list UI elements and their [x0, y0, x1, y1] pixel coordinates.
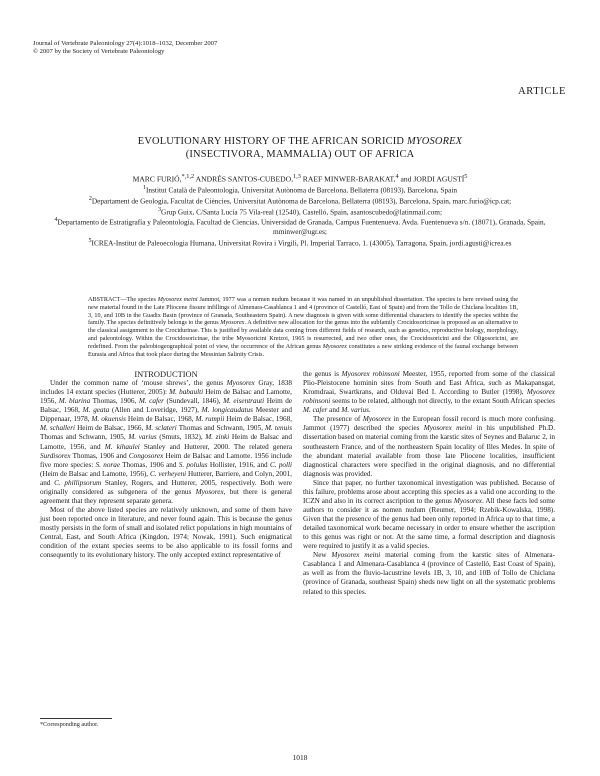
affiliation: $^2$Departament de Geologia, Facultat de Ciències, Universitat Autònoma de Barcelona, Bellaterra (08193), Barcelona, Spain, marc.furio@icp.cat;: [88, 195, 512, 206]
taxon-name: M. longicaudatus: [201, 406, 253, 415]
text-run: New: [313, 551, 332, 560]
paragraph: [40, 506, 292, 560]
text-run: (Heim de Balsac and Lamotte, 1956),: [40, 469, 150, 478]
taxon-name: S. polulus: [178, 460, 208, 469]
taxon-name: Congosorex: [128, 451, 164, 460]
authors-and-affiliations: [40, 172, 560, 247]
section-heading-introduction: INTRODUCTION: [134, 370, 198, 379]
text-run: material coming from the karstic sites of Almenara-Casablanca 1 and Almenara-Casablanca 4 (province of Castelló, East Coast of Spain), as well as from the fluvio-lacustrine levels 1B, 3, 10, and 10B of Tollo de Chiclana (province of Granada, southeast Spain) sheds new light on all the systematic problems related to this species.: [303, 551, 555, 596]
text-run: Gray, 1838 includes 14 extant species (Hutterer, 2005):: [40, 379, 292, 397]
taxon-name: C. verheyeni: [149, 469, 187, 478]
taxon-name: Myosorex meini: [423, 424, 473, 433]
title-genus: MYOSOREX: [406, 136, 463, 147]
taxon-name: M. cafer: [303, 406, 328, 415]
body-column-left: [40, 370, 292, 560]
text-run: Thomas, 1906 and: [120, 460, 179, 469]
copyright-line: © 2007 by the Society of Vertebrate Paleontology: [33, 48, 165, 55]
taxon-name: Myosorex: [453, 496, 482, 505]
text-run: Heim de Balsac, 1968,: [125, 415, 196, 424]
text-run: . All these facts led some authors to consider it as nomen nudum (Reumer, 1994; Rzebik-Kowalska, 1998). Given that the presence of the genus had been only reported in Africa up to that time, a detailed taxonomical work became necessary in order to ensure whether the ascription to this genus was right or not. At the same time, a formal description and diagnosis were required to justify it as a valid species.: [303, 496, 555, 551]
text-run: Heim de Balsac and Lamotte, 1956, and: [40, 433, 292, 451]
text-run: Heim de Balsac, 1966,: [75, 424, 146, 433]
text-run: Thomas and Schwann, 1905,: [176, 424, 265, 433]
affiliation: $^4$Departamento de Estratigrafía y Paleontología, Facultad de Ciencias, Universidad de Granada, Campus Fuentenueva. Avda. Fuentenueva s/n. (18071), Granada, Spain, mminwer@ugr.es;: [54, 217, 546, 237]
footnote: *Corresponding author.: [40, 721, 99, 728]
taxon-name: C. phillipsorum: [54, 478, 102, 487]
text-run: the genus is: [303, 370, 342, 378]
text-run: Hutterer, Barriere, and Colyn, 2001, and: [40, 469, 292, 487]
title-line-2: (INSECTIVORA, MAMMALIA) OUT OF AFRICA: [185, 149, 415, 160]
taxon-name: M. kihaulei: [104, 442, 140, 451]
taxon-name: M. babaulti: [169, 388, 204, 397]
text-run: Heim de Balsac, 1968,: [40, 397, 293, 415]
text-run: Meester and Dippenaar, 1978,: [40, 406, 292, 424]
text-run: (Allen and Loveridge, 1927),: [109, 406, 202, 415]
taxon-name: C. polli: [269, 460, 292, 469]
taxon-name: M. cafer: [138, 397, 164, 406]
author-list: MARC FURIÓ,$^{*,1,2}$ ANDRÉS SANTOS-CUBEDO,$^{1,3}$ RAEF MINWER-BARAKAT,$^4$ and JORDI AGUSTÍ$^5$: [132, 173, 468, 184]
taxon-name: M. zinki: [205, 433, 230, 442]
taxon-name: M. okuensis: [91, 415, 126, 424]
affiliation: $^3$Grup Guix, C/Santa Lucía 75 Vila-real (12540), Castelló, Spain, asantoscubedo@latinmail.com;: [158, 206, 442, 217]
text-run: .: [368, 406, 371, 415]
taxon-name: M. blarina: [58, 397, 91, 406]
affiliation: $^1$Institut Català de Paleontologia, Universitat Autònoma de Barcelona, Bellaterra (08193), Barcelona, Spain: [142, 184, 458, 195]
text-run: Hollister, 1916, and: [207, 460, 270, 469]
journal-citation-line: Journal of Vertebrate Paleontology 27(4):1018–1032, December 2007: [33, 40, 218, 47]
text-run: Heim de Balsac and Lamotte, 1956,: [40, 388, 292, 406]
text-run: (Sundevall, 1846),: [163, 397, 224, 406]
text-run: and: [327, 406, 342, 415]
taxon-name: M. varius: [341, 406, 369, 415]
paragraph: [303, 479, 555, 552]
taxon-name: M. schalleri: [40, 424, 76, 433]
taxon-name: Myosorex: [226, 379, 255, 388]
abstract-heading: ABSTRACT: [88, 296, 121, 303]
taxon-name: M. eisentrauti: [223, 397, 265, 406]
paragraph: [40, 379, 292, 506]
text-run: Thomas, 1906,: [90, 397, 139, 406]
paragraph: [303, 370, 555, 415]
text-run: The presence of: [313, 415, 363, 424]
page-number: 1018: [292, 753, 308, 762]
paper-title: [40, 135, 560, 161]
text-run: Stanley and Hutterer, 2000. The related genera: [139, 442, 293, 451]
text-run: in the European fossil record is much more confusing. Jammot (1977) described the species: [303, 415, 555, 433]
affiliation: $^5$ICREA-Institut de Paleoecologia Humana, Universitat Rovira i Virgili, Pl. Imperial Tarraco, 1. (43005), Tarragona, Spain, jordi.agusti@icrea.es: [88, 237, 512, 248]
text-run: in his unpublished Ph.D. dissertation based on material coming from the karstic sites of Seynes and Balaruc 2, in southeastern France, and of the northeastern Spain locality of Illes Medes. In spite of the abundant material available from those late Pliocene localities, insufficient diagnostical characters were specified in the original diagnosis, and no differential diagnosis was provided.: [303, 424, 555, 478]
taxon-name: M. varius: [128, 433, 157, 442]
text-run: Thomas, 1906 and: [70, 451, 129, 460]
taxon-name: M. tenuis: [264, 424, 293, 433]
title-line-1: EVOLUTIONARY HISTORY OF THE AFRICAN SORICID MYOSOREX: [137, 136, 463, 147]
text-run: Meester, 1955, reported from some of the classical Plio-Pleistocene hominin sites from South and East Africa, such as Makapansgat, Kromdraai, Swartkrans, and Olduvai Bed I. According to Butler (1998),: [303, 370, 555, 397]
taxon-name: M. geata: [82, 406, 110, 415]
taxon-name: Myosorex: [195, 487, 224, 496]
text-run: Most of the above listed species are relatively unknown, and some of them have just been reported once in literature, and never found again. This is because the genus mostly persists in the form of small and isolated relict populations in high mountains of Central, East, and South Africa (Kingdon, 1974; Nowak, 1991). Such enigmatical condition of the extant species seems to be also applicable to its fossil forms and consequently to its evolutionary history. The only accepted extinct representative of: [40, 505, 292, 560]
journal-citation: [33, 40, 217, 56]
taxon-name: Surdisorex: [40, 451, 71, 460]
taxon-name: Myosorex robinsoni: [341, 370, 400, 378]
text-run: Thomas and Schwann, 1905,: [40, 433, 129, 442]
paragraph: [303, 415, 555, 478]
text-run: , but there is general agreement that they represent separate genera.: [40, 487, 292, 505]
text-run: Heim de Balsac and Lamotte. 1956 include five more species:: [40, 451, 292, 469]
text-run: Since that paper, no further taxonomical investigation was published. Because of this failure, problems arose about accepting this species as a valid one according to the ICZN and also in its correct ascription to the genus: [303, 478, 555, 505]
taxon-name: M. rumpii: [195, 415, 225, 424]
text-run: Under the common name of ‘mouse shrews’, the genus: [50, 379, 227, 388]
taxon-name: Myosorex robinsoni: [303, 388, 555, 406]
paragraph: [303, 551, 555, 596]
text-run: (Smuts, 1832),: [156, 433, 206, 442]
text-run: Stanley, Rogers, and Hutterer, 2005, respectively. Both were originally considered as subgenera of the genus: [40, 478, 292, 496]
text-run: seems to be related, although not directly, to the extant South African species: [330, 397, 555, 406]
taxon-name: M. sclateri: [145, 424, 177, 433]
article-type-label: ARTICLE: [518, 86, 566, 97]
taxon-name: Myosorex: [362, 415, 391, 424]
taxon-name: Myosorex meini: [331, 551, 381, 560]
body-column-right: [303, 370, 555, 597]
footnote-divider: [40, 718, 112, 719]
text-run: Heim de Balsac, 1968,: [224, 415, 292, 424]
abstract: ABSTRACT—The species Myosorex meini Jammot, 1977 was a nomen nudum because it was named in an unpublished dissertation. The species is here revised using the new material found in the Late Pliocene fissure infillings of Almenara-Casablanca 1 and 4 (province of Castelló, East of Spain) and from the Tollo de Chiclana localities 1B, 3, 10, and 10B in the Guadix Basin (province of Granada, Southeastern Spain). A new diagnosis is given with some differential characters to identify the species within the family. The species definitively belongs to the genus Myosorex. A definitive new allocation for the genus into the subfamily Crocidosoricinae is proposed as an alternative to the classical assignment to the Crocidurinae. This is justified by available data coming from different fields of research, such as genetics, reproductive biology, morphology, and paleontology. Within the Crocidosoricinae, the tribe Myosoricini Kretzoi, 1965 is resurrected, and two other ones, the Crocidosoricini and the Oligosoricini, are redefined. From the paleobiogeographical point of view, the occurrence of the African genus Myosorex constitutes a new striking evidence of the faunal exchange between Eurasia and Africa that took place during the Messinian Salinity Crisis.: [88, 296, 518, 358]
taxon-name: S. norae: [95, 460, 121, 469]
